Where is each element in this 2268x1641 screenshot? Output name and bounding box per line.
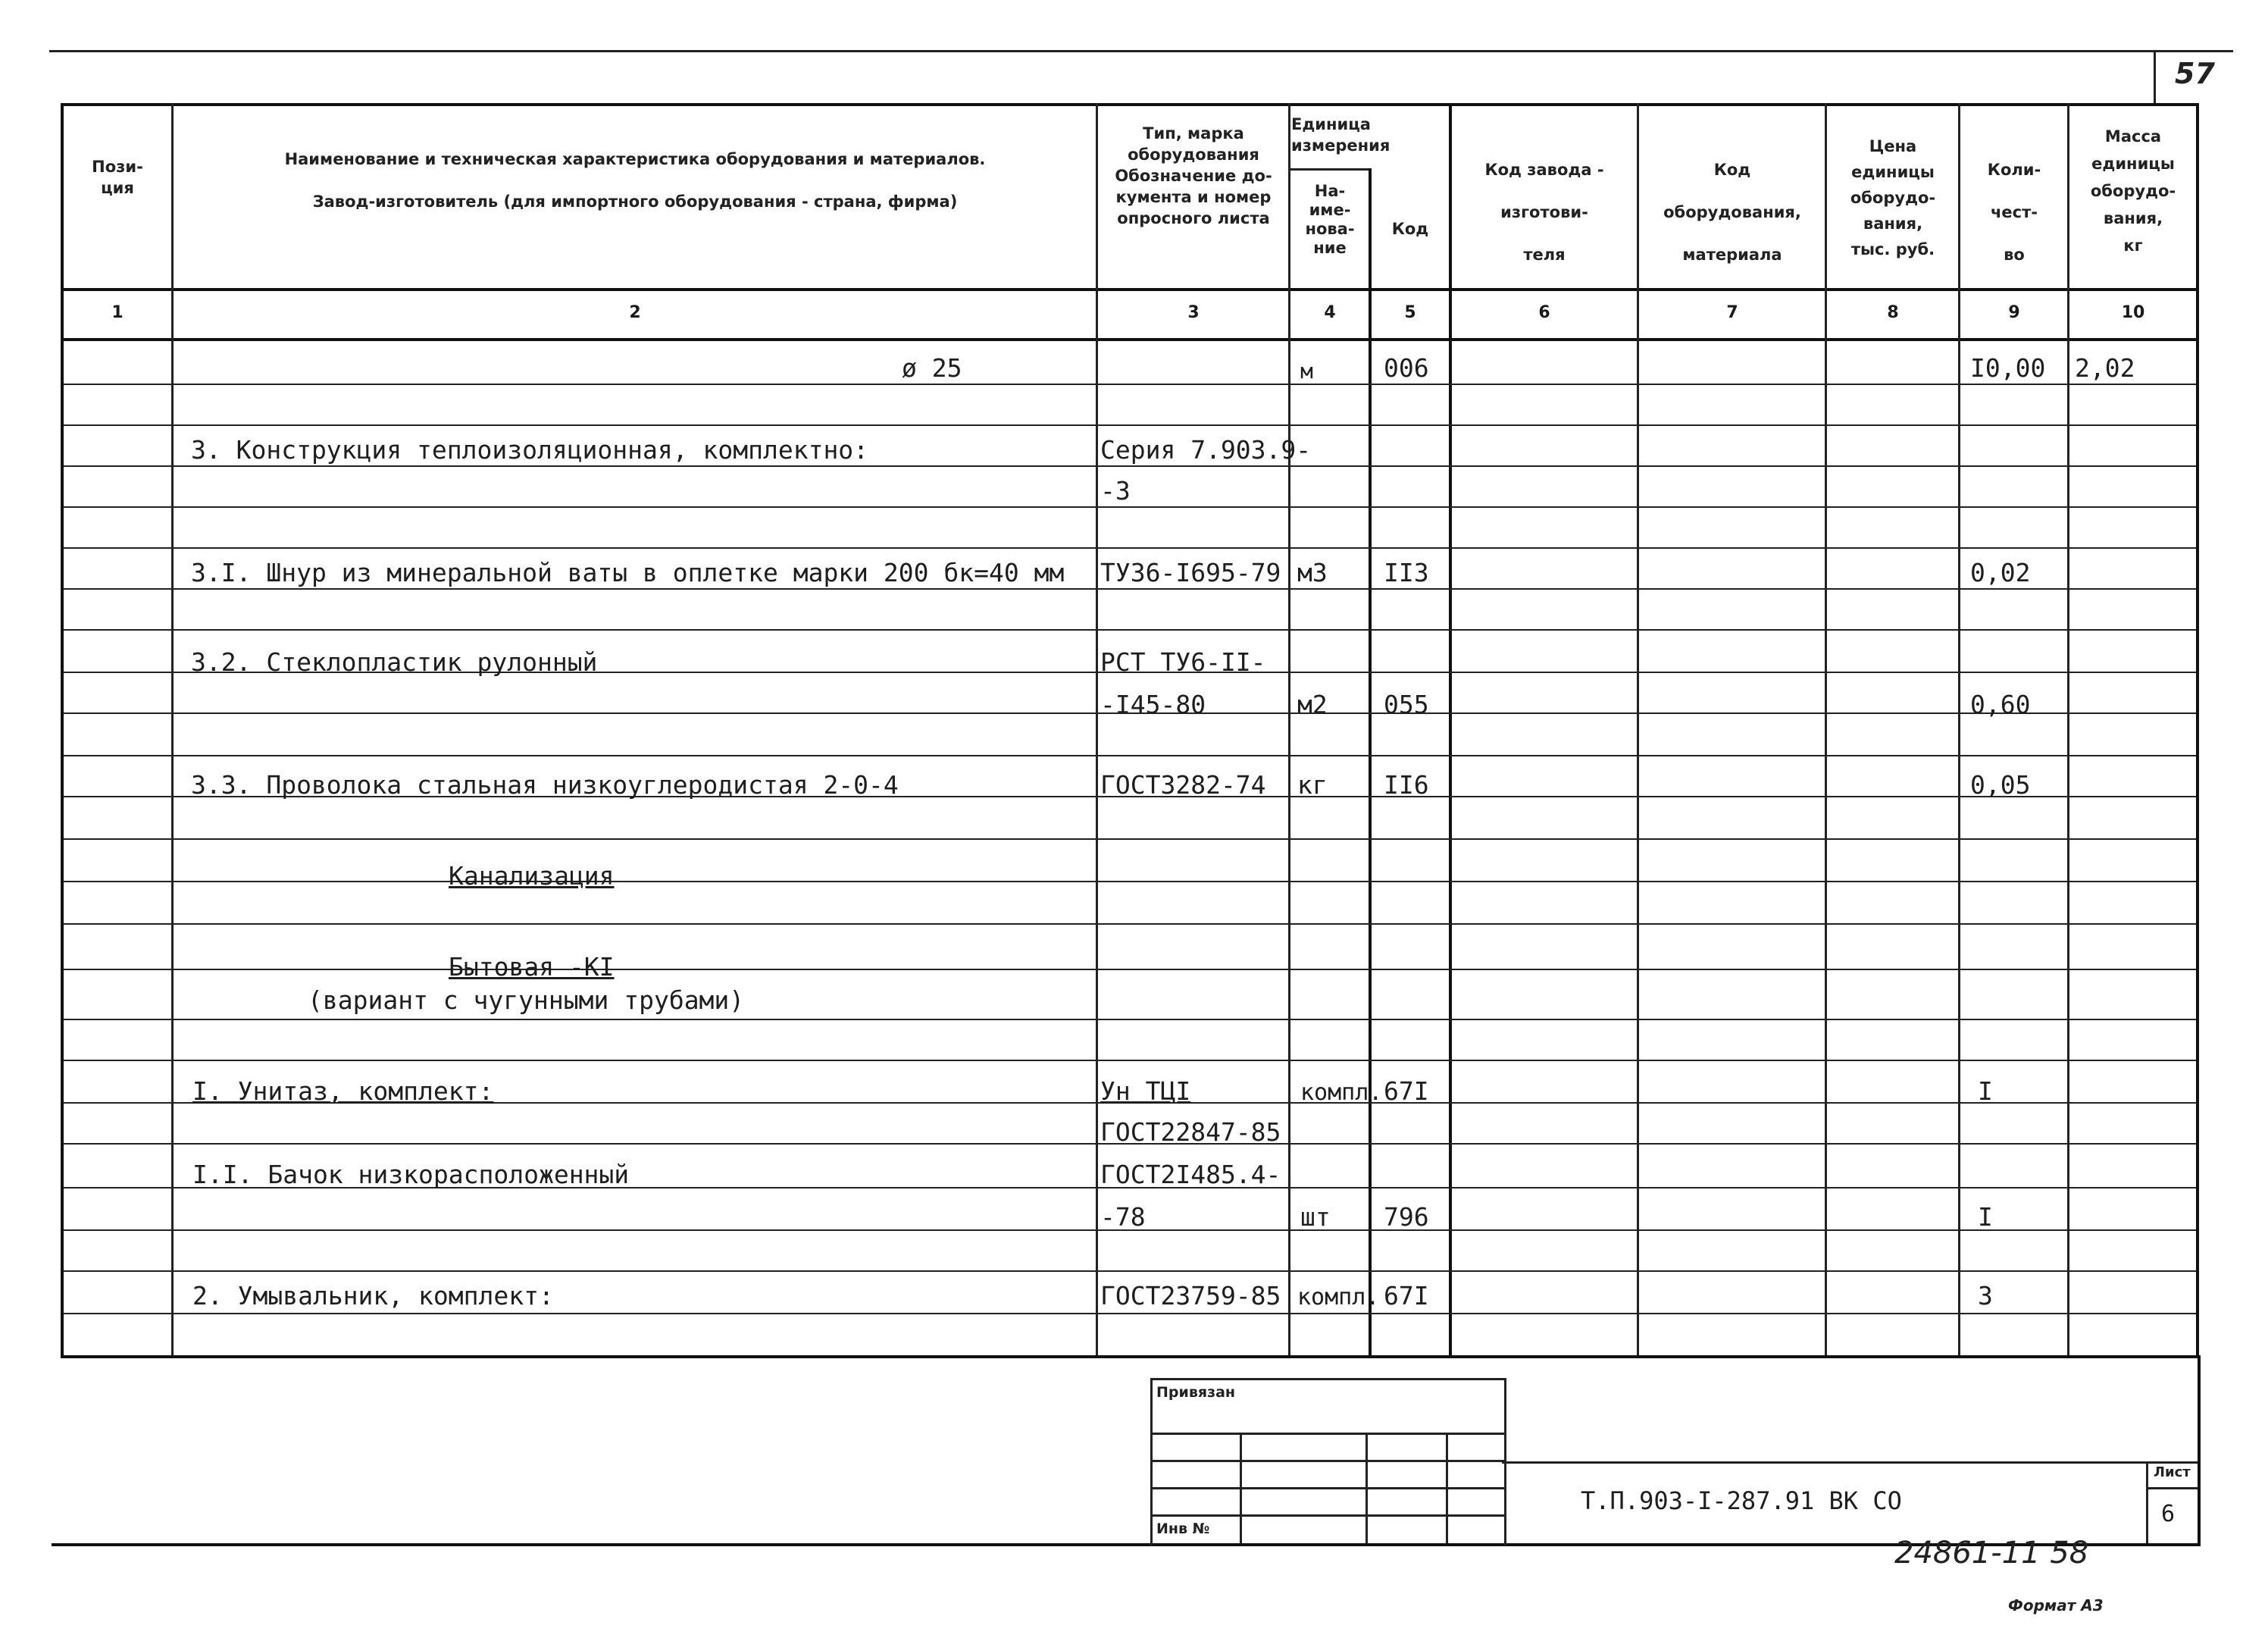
row-divider: [171, 755, 2196, 756]
row-divider: [64, 755, 171, 756]
header-name: Наименование и техническая характеристика оборудования и материалов. Завод-изготовитель (для импортного оборудования - страна, фирма): [284, 150, 986, 211]
row-divider: [64, 672, 171, 673]
item-type: ТУ36-I695-79: [1100, 558, 1281, 587]
row-divider: [64, 588, 171, 590]
section-title: Канализация: [449, 861, 615, 891]
unit-name: м3: [1297, 558, 1328, 587]
item-name: 2. Умывальник, комплект:: [192, 1281, 554, 1311]
unit-name: шт: [1300, 1202, 1331, 1232]
quantity: 3: [1978, 1281, 1993, 1311]
item-type: Серия 7.903.9-: [1100, 435, 1312, 465]
quantity: I0,00: [1970, 353, 2046, 383]
col-number: 3: [1187, 303, 1200, 322]
row-divider: [64, 1019, 171, 1020]
item-type: ГОСТ2I485.4-: [1100, 1160, 1281, 1189]
quantity: 0,02: [1970, 558, 2031, 587]
quantity: 0,05: [1970, 770, 2031, 800]
item-name: I.I. Бачок низкорасположенный: [192, 1160, 630, 1189]
row-divider: [64, 1313, 171, 1314]
unit-name: м: [1300, 359, 1313, 384]
row-divider: [64, 923, 171, 925]
item-type: -78: [1100, 1202, 1146, 1232]
row-divider: [64, 1229, 171, 1231]
col-number: 6: [1538, 303, 1550, 322]
header-factory-code: Код завода - изготови- теля: [1484, 161, 1604, 264]
item-type: -I45-80: [1100, 690, 1206, 719]
row-divider: [64, 1143, 171, 1145]
sheet-number: 6: [2161, 1501, 2176, 1527]
row-divider: [171, 424, 2196, 426]
header-unit-group: Единица измерения: [1291, 115, 1391, 155]
row-divider: [171, 506, 2196, 508]
header-unit-name: На- име- нова- ние: [1305, 182, 1355, 257]
col-number: 10: [2121, 303, 2145, 322]
mass: 2,02: [2075, 353, 2135, 383]
unit-code: II6: [1384, 770, 1429, 800]
page-number: 57: [2175, 57, 2215, 90]
document-code: Т.П.903-I-287.91 ВК СО: [1581, 1486, 1902, 1515]
item-name: 3.3. Проволока стальная низкоуглеродистая 2-0-4: [191, 770, 899, 800]
sheet-label: Лист: [2154, 1464, 2191, 1480]
col-number: 4: [1324, 303, 1336, 322]
row-divider: [171, 1060, 2196, 1061]
unit-name: м2: [1297, 690, 1328, 719]
row-divider: [64, 506, 171, 508]
header-mass: Масса единицы оборудо- вания, кг: [2090, 127, 2176, 255]
unit-code: 67I: [1384, 1281, 1429, 1311]
row-divider: [64, 1060, 171, 1061]
header-material-code: Код оборудования, материала: [1663, 161, 1801, 264]
unit-code: 67I: [1384, 1076, 1429, 1106]
row-divider: [64, 465, 171, 467]
item-type: ГОСТ3282-74: [1100, 770, 1266, 800]
unit-name: кг: [1297, 770, 1328, 800]
row-divider: [64, 629, 171, 631]
section-subtitle: Бытовая -КI: [449, 952, 615, 982]
quantity: I: [1978, 1076, 1993, 1106]
quantity: 0,60: [1970, 690, 2031, 719]
stamp-bound-label: Привязан: [1156, 1384, 1236, 1401]
unit-code: II3: [1384, 558, 1429, 587]
archive-number: 24861-11 58: [1894, 1536, 2089, 1571]
header-quantity: Коли- чест- во: [1987, 161, 2041, 264]
row-divider: [64, 1270, 171, 1272]
row-divider: [171, 465, 2196, 467]
item-type: РСТ ТУ6-II-: [1100, 647, 1266, 677]
item-type: ГОСТ22847-85: [1100, 1117, 1281, 1147]
col-number: 7: [1726, 303, 1738, 322]
item-type: Ун ТЦI: [1100, 1076, 1191, 1106]
col-number: 5: [1404, 303, 1416, 322]
item-name: ø 25: [902, 353, 962, 383]
col-number: 9: [2008, 303, 2020, 322]
row-divider: [171, 588, 2196, 590]
col-number: 8: [1887, 303, 1899, 322]
item-name: I. Унитаз, комплект:: [192, 1076, 494, 1106]
col-number: 2: [629, 303, 641, 322]
row-divider: [171, 838, 2196, 840]
row-divider: [171, 923, 2196, 925]
row-divider: [171, 1019, 2196, 1020]
row-divider: [64, 838, 171, 840]
item-name: 3.I. Шнур из минеральной ваты в оплетке марки 200 бк=40 мм: [191, 558, 1065, 587]
row-divider: [64, 881, 171, 882]
row-divider: [64, 796, 171, 797]
header-price: Цена единицы оборудо- вания, тыс. руб.: [1850, 137, 1936, 258]
col-number: 1: [111, 303, 124, 322]
format-label: Формат А3: [2008, 1596, 2104, 1614]
quantity: I: [1978, 1202, 1993, 1232]
unit-code: 796: [1384, 1202, 1429, 1232]
row-divider: [171, 547, 2196, 549]
unit-name: компл.: [1297, 1284, 1380, 1311]
item-type: ГОСТ23759-85: [1100, 1281, 1281, 1311]
item-type: -3: [1100, 476, 1131, 506]
unit-code: 006: [1384, 353, 1429, 383]
header-unit-code: Код: [1391, 220, 1429, 238]
item-name: 3. Конструкция теплоизоляционная, комплектно:: [191, 435, 869, 465]
row-divider: [64, 1187, 171, 1188]
row-divider: [64, 969, 171, 970]
row-divider: [64, 1102, 171, 1104]
header-type: Тип, марка оборудования Обозначение до- кумента и номер опросного листа: [1115, 124, 1272, 227]
row-divider: [64, 424, 171, 426]
row-divider: [171, 384, 2196, 385]
section-note: (вариант с чугунными трубами): [308, 985, 745, 1015]
row-divider: [171, 1270, 2196, 1272]
item-name: 3.2. Стеклопластик рулонный: [191, 647, 598, 677]
stamp-inv-label: Инв №: [1156, 1520, 1210, 1537]
row-divider: [64, 547, 171, 549]
row-divider: [171, 1229, 2196, 1231]
header-position: Пози- ция: [92, 158, 143, 197]
unit-name: компл.: [1300, 1079, 1383, 1106]
unit-code: 055: [1384, 690, 1429, 719]
row-divider: [64, 384, 171, 385]
row-divider: [171, 1313, 2196, 1314]
row-divider: [171, 629, 2196, 631]
row-divider: [64, 712, 171, 714]
